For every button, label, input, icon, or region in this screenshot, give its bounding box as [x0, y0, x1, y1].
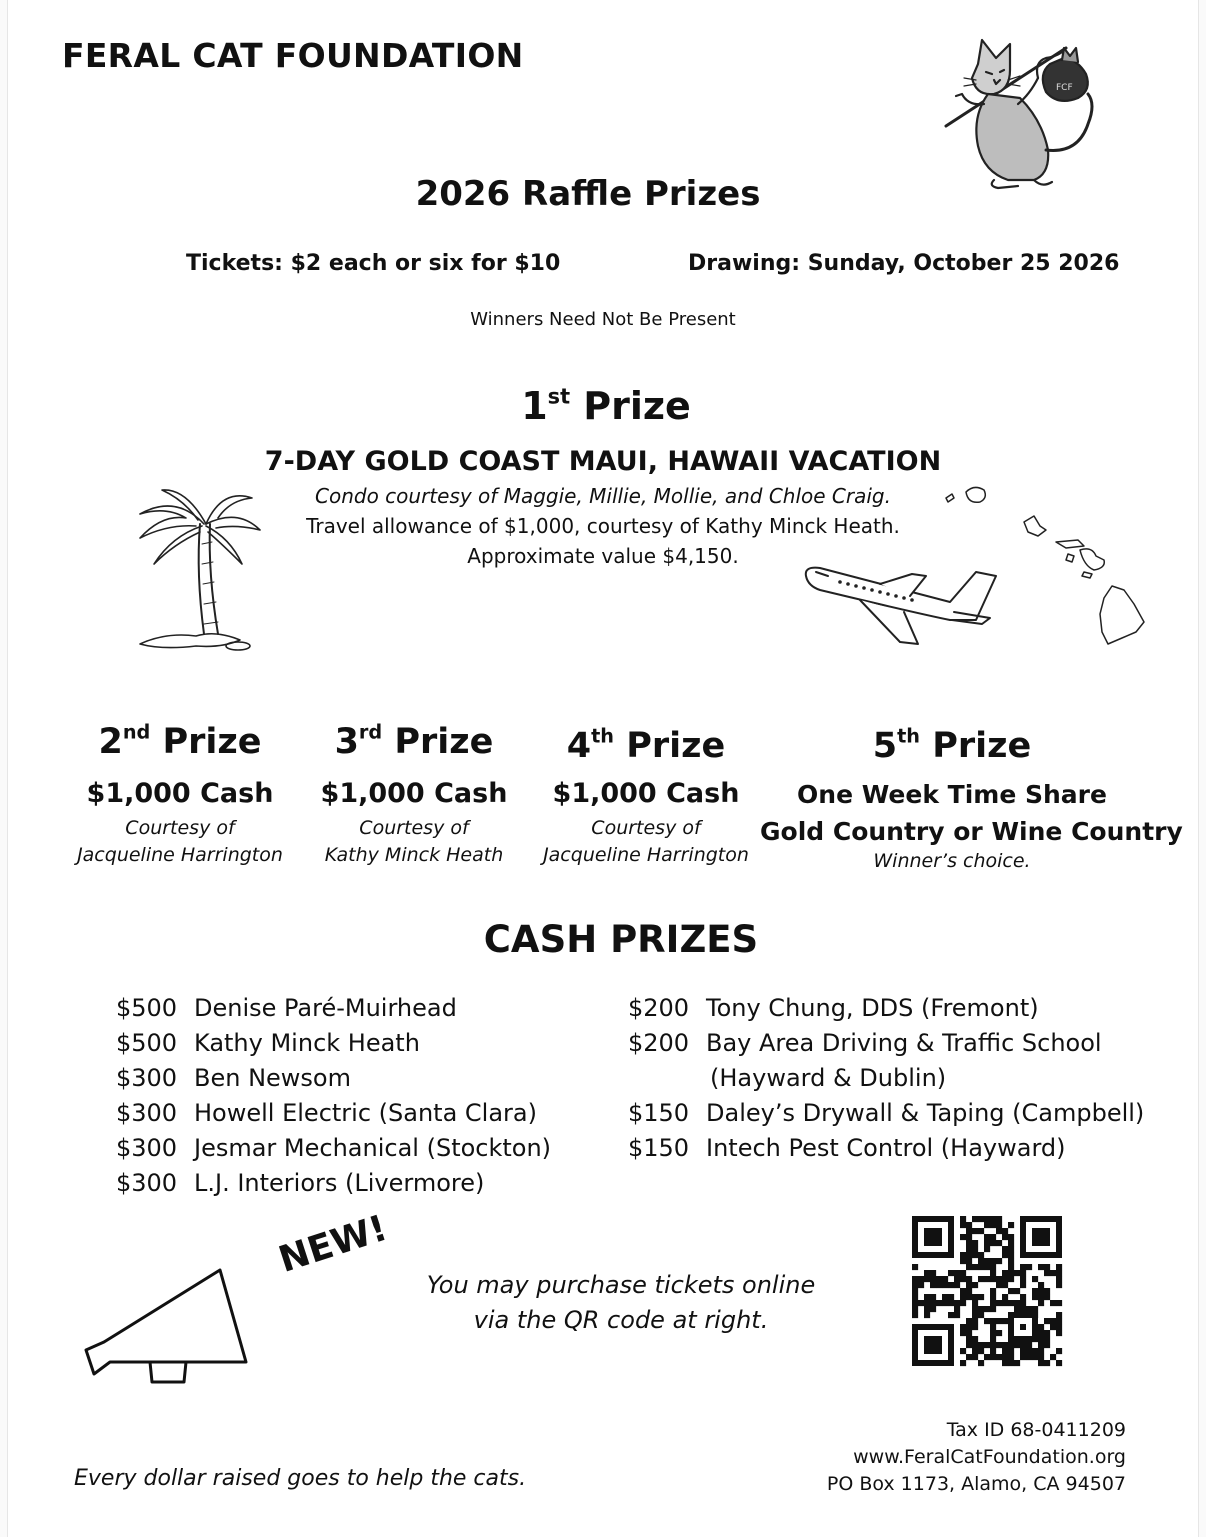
cash-donor: Daley’s Drywall & Taping (Campbell)	[706, 1099, 1145, 1127]
cash-donor: L.J. Interiors (Livermore)	[194, 1169, 485, 1197]
raffle-flyer	[8, 0, 1198, 1537]
prize-5-note: Winner’s choice.	[873, 850, 1031, 872]
cat-with-bindle-icon	[938, 34, 1108, 194]
prize-4-rank: 4	[566, 726, 592, 766]
prize-3-label: Prize	[394, 722, 494, 762]
winners-note: Winners Need Not Be Present	[470, 309, 736, 330]
prize-5-line1: One Week Time Share	[797, 780, 1107, 809]
list-item	[116, 991, 551, 1026]
cash-donor: Kathy Minck Heath	[194, 1029, 420, 1057]
prize-2-donor: Jacqueline Harrington	[77, 844, 283, 866]
prize-5-label: Prize	[932, 726, 1032, 766]
list-item	[628, 1131, 1144, 1166]
cash-prizes-left	[116, 991, 551, 1201]
first-prize-travel: Travel allowance of $1,000, courtesy of Kathy Minck Heath.	[306, 514, 900, 538]
prize-2-heading	[60, 722, 300, 762]
ticket-price: Tickets: $2 each or six for $10	[186, 251, 561, 276]
cash-amount: $150	[628, 1099, 690, 1127]
tagline: Every dollar raised goes to help the cats.	[74, 1466, 527, 1491]
hawaii-islands-icon	[944, 482, 1154, 652]
cash-amount: $500	[116, 994, 178, 1022]
first-prize-heading	[8, 384, 1204, 428]
contact-info	[827, 1417, 1126, 1498]
cash-donor: Bay Area Driving & Traffic School	[706, 1029, 1102, 1057]
cash-amount: $300	[116, 1169, 178, 1197]
cash-prizes-title: CASH PRIZES	[483, 918, 759, 961]
drawing-date: Drawing: Sunday, October 25 2026	[688, 251, 1120, 276]
prize-2	[60, 722, 300, 869]
list-item	[116, 1026, 551, 1061]
prize-2-suffix: nd	[122, 720, 151, 744]
online-line1: You may purchase tickets online	[426, 1271, 816, 1299]
first-prize-condo: Condo courtesy of Maggie, Millie, Mollie, and Chloe Craig.	[315, 484, 891, 508]
prize-5-rank: 5	[872, 726, 898, 766]
cash-donor: Ben Newsom	[194, 1064, 351, 1092]
prize-3-suffix: rd	[358, 720, 383, 744]
list-item	[116, 1166, 551, 1201]
cash-prizes-right	[628, 991, 1144, 1166]
prize-4-heading	[528, 726, 764, 766]
prize-5	[760, 724, 1183, 872]
prize-4-label: Prize	[626, 726, 726, 766]
cash-amount: $200	[628, 994, 690, 1022]
cash-donor: Jesmar Mechanical (Stockton)	[194, 1134, 552, 1162]
list-item	[116, 1061, 551, 1096]
first-prize-label: Prize	[583, 384, 691, 428]
cash-donor: Denise Paré-Muirhead	[194, 994, 457, 1022]
prize-3-donor: Kathy Minck Heath	[324, 844, 504, 866]
prize-3-courtesy: Courtesy of	[359, 817, 469, 839]
cash-amount: $300	[116, 1064, 178, 1092]
cash-donor: Tony Chung, DDS (Fremont)	[706, 994, 1039, 1022]
mailing-address: PO Box 1173, Alamo, CA 94507	[826, 1473, 1126, 1495]
prize-5-heading	[760, 726, 1144, 766]
prize-2-courtesy: Courtesy of	[125, 817, 235, 839]
tax-id: Tax ID 68-0411209	[946, 1419, 1126, 1441]
cash-donor: Intech Pest Control (Hayward)	[706, 1134, 1066, 1162]
prize-3	[304, 722, 524, 869]
prize-4-courtesy: Courtesy of	[591, 817, 701, 839]
website-link[interactable]: www.FeralCatFoundation.org	[853, 1446, 1126, 1468]
cash-amount: $200	[628, 1029, 690, 1057]
cash-donor: Howell Electric (Santa Clara)	[194, 1099, 537, 1127]
prize-3-amount: $1,000 Cash	[320, 778, 508, 809]
list-item	[116, 1131, 551, 1166]
cash-amount: $150	[628, 1134, 690, 1162]
list-item	[628, 1061, 1144, 1096]
prize-4-amount: $1,000 Cash	[552, 778, 740, 809]
palm-tree-icon	[126, 484, 266, 654]
list-item	[628, 991, 1144, 1026]
online-line2: via the QR code at right.	[473, 1306, 769, 1334]
list-item	[116, 1096, 551, 1131]
qr-code-icon[interactable]	[912, 1216, 1062, 1366]
list-item	[628, 1096, 1144, 1131]
prize-2-rank: 2	[98, 722, 123, 762]
first-prize-value: Approximate value $4,150.	[467, 544, 739, 568]
organization-name: FERAL CAT FOUNDATION	[62, 36, 524, 75]
prize-2-amount: $1,000 Cash	[86, 778, 274, 809]
first-prize-rank: 1	[521, 384, 548, 428]
cash-amount: $300	[116, 1134, 178, 1162]
cash-donor: (Hayward & Dublin)	[710, 1064, 947, 1092]
prize-2-label: Prize	[162, 722, 262, 762]
prize-4-donor: Jacqueline Harrington	[543, 844, 749, 866]
cash-amount: $300	[116, 1099, 178, 1127]
new-badge: NEW!	[274, 1207, 393, 1281]
prize-4	[528, 726, 764, 869]
prize-4-suffix: th	[591, 724, 615, 748]
first-prize-suffix: st	[547, 384, 571, 409]
first-prize-name: 7-DAY GOLD COAST MAUI, HAWAII VACATION	[264, 446, 942, 477]
svg-text:FCF: FCF	[1056, 83, 1073, 93]
prize-3-heading	[304, 722, 524, 762]
cash-amount: $500	[116, 1029, 178, 1057]
prize-5-suffix: th	[897, 724, 921, 748]
prize-5-line2: Gold Country or Wine Country	[760, 817, 1183, 846]
page-title: 2026 Raffle Prizes	[415, 174, 761, 214]
list-item	[628, 1026, 1144, 1061]
prize-3-rank: 3	[334, 722, 359, 762]
